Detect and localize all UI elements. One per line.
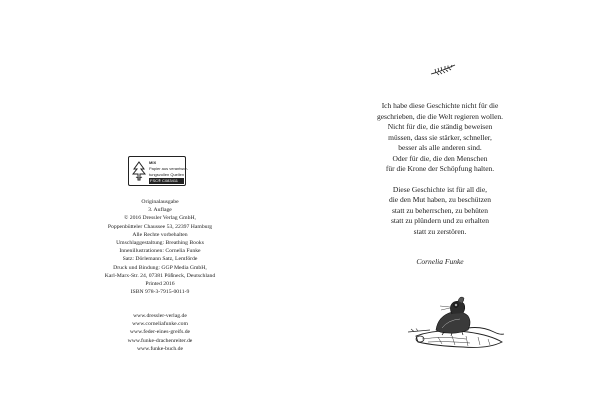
verse-line: für die Krone der Schöpfung halten. [385,164,495,173]
imprint-line: 3. Auflage [148,207,172,214]
verse-line: Oder für die, die den Menschen [392,153,488,163]
verse-line: müssen, dass sie stärker, schneller, [388,132,492,142]
imprint-line: Druck und Bindung: GGP Media GmbH, [113,264,207,271]
imprint-line: ISBN 978-3-7915-0011-9 [130,289,190,296]
stanza [350,185,530,238]
imprint-line: Karl-Marx-Str. 24, 07381 Pößneck, Deutschland [104,272,216,279]
verse-line: geschrieben, die die Welt regieren wollen. [376,111,504,121]
verse-line: Ich habe diese Geschichte nicht für die [381,101,499,110]
imprint-block [90,198,230,296]
verse-line: statt zu beherrschen, zu behüten [391,205,488,215]
dedication-text [350,101,530,247]
imprint-line: © 2016 Dressler Verlag GmbH, [124,215,196,222]
website-link: www.funke-buch.de [136,345,184,352]
verse-line: statt zu plündern und zu erhalten [390,216,490,225]
verse-line: statt zu zerstören. [413,226,467,236]
website-link: www.dressler-verlag.de [133,313,187,319]
fsc-tree-icon [132,161,146,181]
imprint-line: Umschlaggestaltung: Breathing Books [116,240,204,247]
imprint-line: Printed 2016 [145,281,175,288]
imprint-line: Innenillustrationen: Cornelia Funke [119,248,201,255]
verse-line: Diese Geschichte ist für all die, [392,184,488,194]
imprint-line: Alle Rechte vorbehalten [132,231,188,238]
verse-line: besser als alle anderen sind. [398,143,482,152]
fsc-line: FSC® C083411 [149,178,184,184]
url-list [90,312,230,353]
verse-line: die den Mut haben, zu beschützen [388,195,492,204]
rat-on-log-illustration [408,292,508,352]
feather-icon [430,64,456,76]
verse-line: Nicht für die, die ständig beweisen [387,122,493,131]
fsc-text [149,160,189,184]
stanza [350,101,530,175]
website-link: www.funke-drachenreiter.de [127,337,193,344]
imprint-line: Poppenbütteler Chaussee 53, 22397 Hamburg [107,223,213,230]
imprint-line: Satz: Dörlemann Satz, Lemförde [122,256,198,263]
website-link: www.feder-eines-greifs.de [129,329,191,336]
fsc-line: MIX [149,160,157,165]
author-signature: Cornelia Funke [416,257,464,266]
fsc-line: tungsvollen Quellen [149,172,185,177]
imprint-line: Originalausgabe [141,199,179,205]
fsc-logo [128,156,189,186]
website-link: www.corneliafunke.com [132,321,188,328]
fsc-line: Papier aus verantwor- [149,166,189,171]
